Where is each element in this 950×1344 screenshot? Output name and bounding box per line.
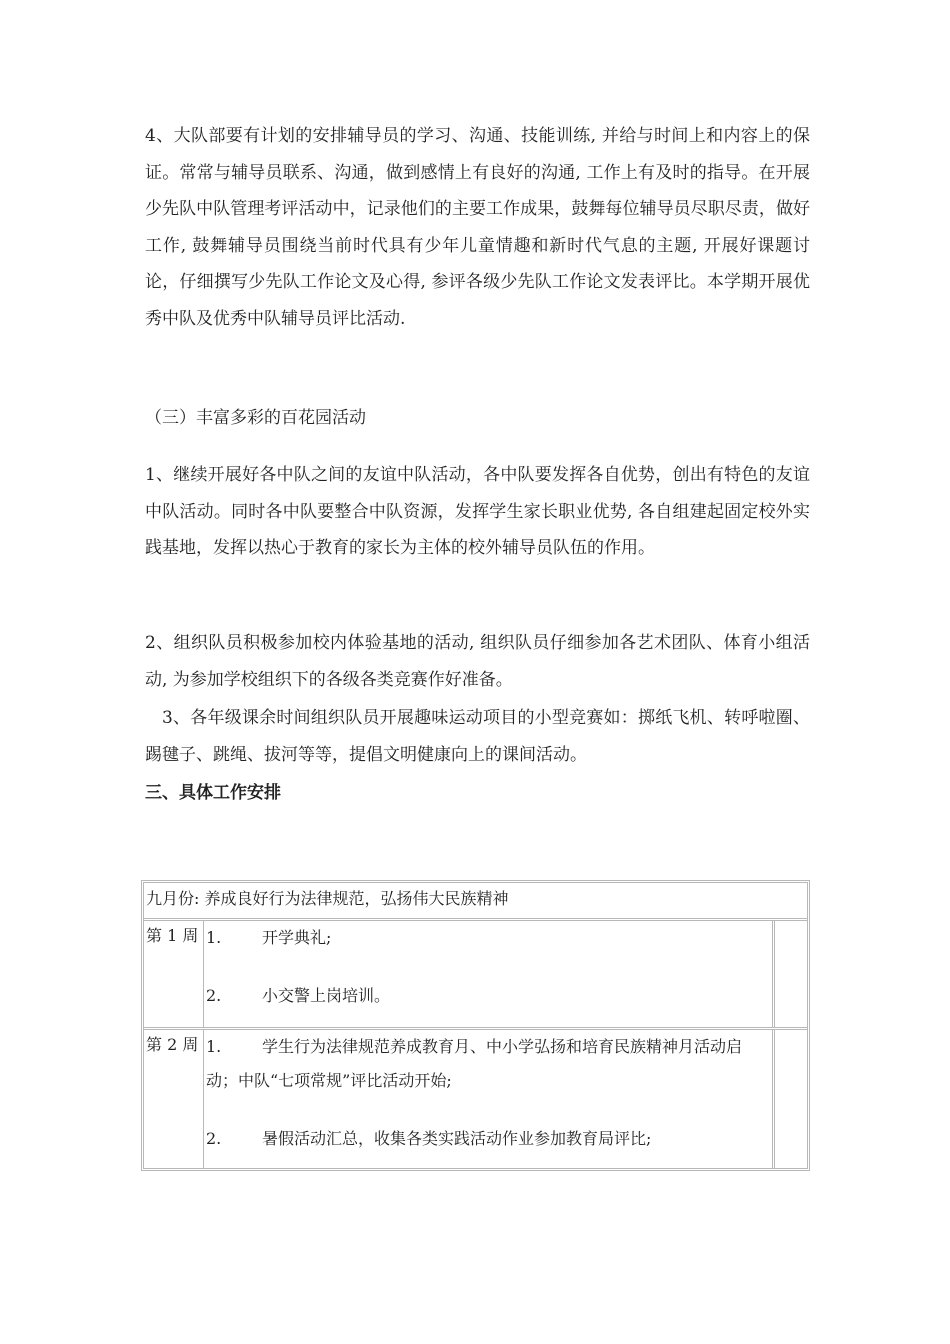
week-label: 第 2 周 (144, 1030, 204, 1170)
table-row (144, 921, 807, 1030)
item-number: 1. (206, 928, 222, 947)
week-label: 第 1 周 (144, 921, 204, 1027)
item-text: 小交警上岗培训。 (262, 986, 391, 1005)
empty-cell (775, 921, 807, 1027)
section-heading-3: （三）丰富多彩的百花园活动 (145, 408, 366, 428)
item-text: 开学典礼; (262, 928, 332, 947)
empty-cell (775, 1030, 807, 1170)
list-item (206, 921, 772, 955)
activity-1: 1、继续开展好各中队之间的友谊中队活动，各中队要发挥各自优势，创出有特色的友谊中队活动。同时各中队要整合中队资源，发挥学生家长职业优势, 各自组建起固定校外实践基地，发挥以热心于教育的家长为主体的校外辅导员队伍的作用。 (145, 465, 810, 559)
schedule-table (141, 880, 810, 1171)
activity-2: 2、组织队员积极参加校内体验基地的活动, 组织队员仔细参加各艺术团队、体育小组活动, 为参加学校组织下的各级各类竞赛作好准备。 (145, 633, 810, 690)
activity-3: 3、各年级课余时间组织队员开展趣味运动项目的小型竞赛如：掷纸飞机、转呼啦圈、踢毽子、跳绳、拔河等等，提倡文明健康向上的课间活动。 (145, 708, 810, 765)
item-number: 2. (206, 986, 222, 1005)
month-title: 九月份: 养成良好行为法律规范，弘扬伟大民族精神 (144, 883, 807, 921)
list-item (206, 1122, 772, 1156)
list-item (206, 1030, 772, 1098)
week-items (204, 1030, 775, 1170)
week-items (204, 921, 775, 1027)
paragraph-4: 4、大队部要有计划的安排辅导员的学习、沟通、技能训练, 并给与时间上和内容上的保证。常常与辅导员联系、沟通，做到感情上有良好的沟通, 工作上有及时的指导。在开展少先队中队管理考评活动中，记录他们的主要工作成果，鼓舞每位辅导员尽职尽责，做好工作, 鼓舞辅导员围绕当前时代具有少年儿童情趣和新时代气息的主题, 开展好课题讨论，仔细撰写少先队工作论文及心得, 参评各级少先队工作论文发表评比。本学期开展优秀中队及优秀中队辅导员评比活动. (145, 126, 810, 329)
item-number: 2. (206, 1129, 222, 1148)
list-item (206, 979, 772, 1013)
table-row (144, 1030, 807, 1170)
item-number: 1. (206, 1037, 222, 1056)
item-text: 暑假活动汇总，收集各类实践活动作业参加教育局评比; (262, 1129, 652, 1148)
work-schedule-heading: 三、具体工作安排 (145, 783, 281, 803)
item-text: 学生行为法律规范养成教育月、中小学弘扬和培育民族精神月活动启动；中队“七项常规”评比活动开始; (206, 1037, 743, 1090)
